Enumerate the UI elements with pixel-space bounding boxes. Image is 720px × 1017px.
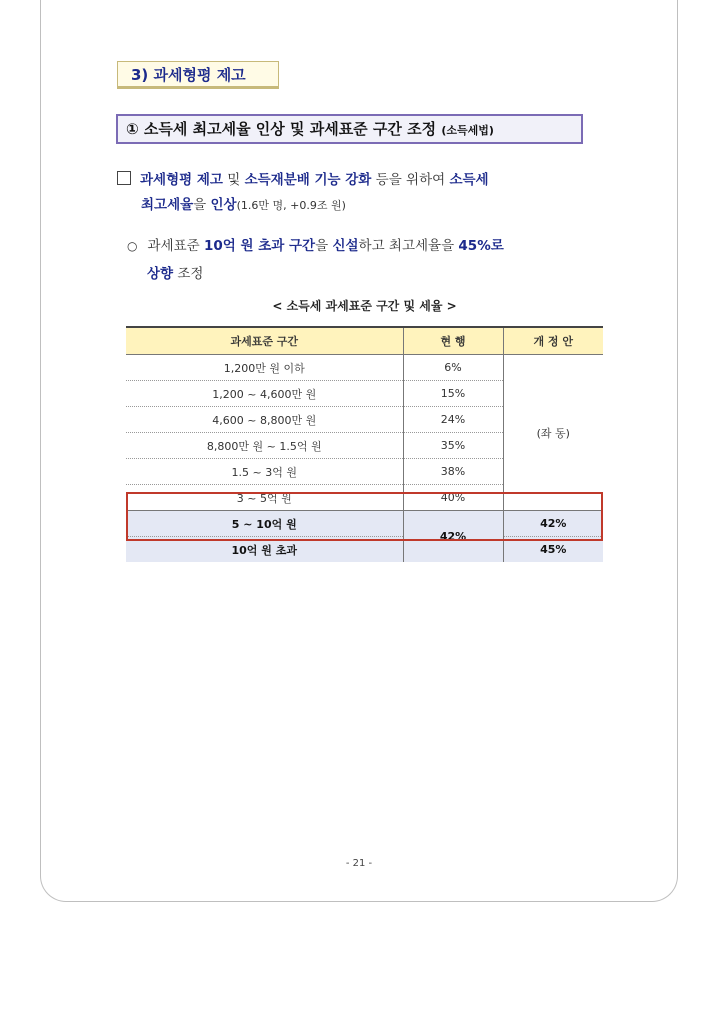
table-row-changed (126, 537, 603, 563)
current-rate-cell: 24% (403, 407, 503, 433)
bullet2-p8: 조정 (173, 266, 204, 282)
bracket-cell: 10억 원 초과 (126, 537, 403, 563)
bullet1-indent (117, 197, 141, 213)
subsection-title (116, 114, 583, 144)
bullet1-p9: (1.6만 명, +0.9조 원) (236, 199, 346, 212)
same-as-left-cell: (좌 동) (503, 355, 603, 511)
bullet1-p4: 등을 위하여 (371, 172, 450, 188)
current-rate-cell: 6% (403, 355, 503, 381)
proposed-rate-cell: 42% (503, 511, 603, 537)
current-rate-cell: 35% (403, 433, 503, 459)
subsection-tag: (소득세법) (441, 124, 494, 137)
bullet2-p2: 10억 원 초과 구간 (203, 238, 316, 254)
bracket-cell: 8,800만 원 ~ 1.5억 원 (126, 433, 403, 459)
header-bracket: 과세표준 구간 (126, 327, 403, 355)
bracket-cell: 1,200만 원 이하 (126, 355, 403, 381)
current-rate-cell: 38% (403, 459, 503, 485)
checkbox-square-icon (117, 171, 131, 185)
bullet1-p2: 및 (222, 172, 245, 188)
section-title: 3) 과세형평 제고 (117, 61, 279, 89)
table-header-row (126, 327, 603, 355)
table-caption: < 소득세 과세표준 구간 및 세율 > (272, 299, 457, 313)
bracket-cell: 4,600 ~ 8,800만 원 (126, 407, 403, 433)
bullet1-p3: 소득재분배 기능 강화 (244, 172, 372, 188)
bullet-paragraph-1 (117, 168, 609, 218)
bullet1-p1: 과세형평 제고 (140, 172, 223, 188)
subsection-title-text: ① 소득세 최고세율 인상 및 과세표준 구간 조정 (126, 120, 437, 138)
proposed-rate-cell: 45% (503, 537, 603, 563)
header-current: 현 행 (403, 327, 503, 355)
bullet2-p3: 을 (315, 238, 333, 254)
bullet1-p5: 소득세 (449, 172, 489, 188)
bullet2-p5: 하고 최고세율을 (358, 238, 459, 254)
table-row (126, 355, 603, 381)
bullet2-p6: 45%로 (458, 238, 504, 254)
header-proposed: 개 정 안 (503, 327, 603, 355)
bracket-cell: 1,200 ~ 4,600만 원 (126, 381, 403, 407)
bullet2-indent (127, 266, 147, 282)
current-rate-cell: 15% (403, 381, 503, 407)
bracket-cell: 1.5 ~ 3억 원 (126, 459, 403, 485)
current-rate-cell-merged: 42% (403, 511, 503, 563)
bracket-cell: 5 ~ 10억 원 (126, 511, 403, 537)
bullet1-p6: 최고세율 (141, 197, 194, 213)
bullet1-p8: 인상 (210, 197, 237, 213)
page-number: - 21 - (345, 858, 373, 869)
bullet-paragraph-2 (127, 232, 609, 288)
circle-bullet-icon: ○ (127, 239, 138, 253)
table-row-changed (126, 511, 603, 537)
current-rate-cell: 40% (403, 485, 503, 511)
bullet2-p1: 과세표준 (147, 238, 204, 254)
bracket-cell: 3 ~ 5억 원 (126, 485, 403, 511)
bullet2-p4: 신설 (332, 238, 359, 254)
tax-rate-table (126, 326, 603, 562)
bullet1-p7: 을 (193, 197, 211, 213)
bullet2-p7: 상향 (147, 266, 174, 282)
